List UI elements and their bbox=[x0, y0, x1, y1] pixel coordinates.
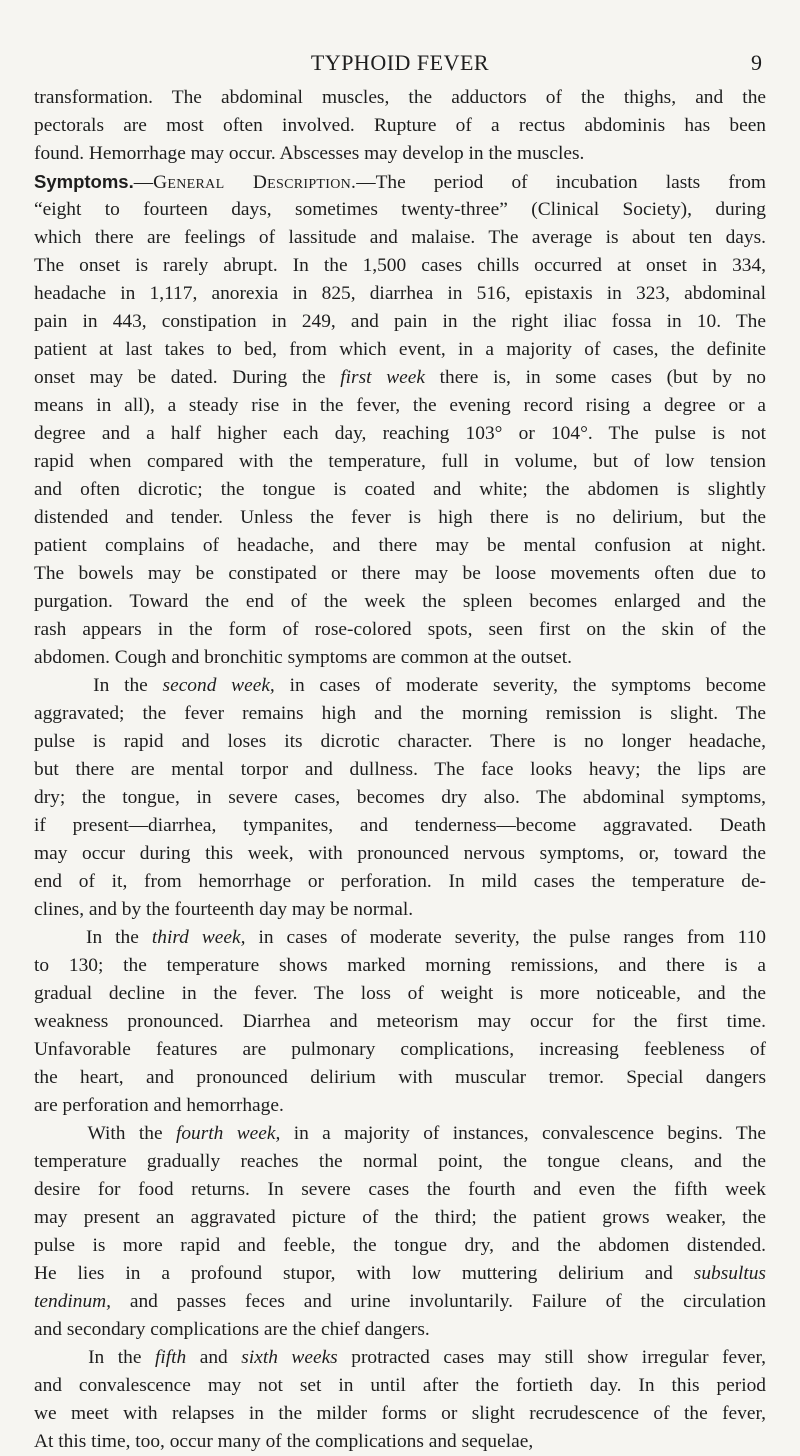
italic-term: third week, bbox=[151, 927, 246, 948]
body-text bbox=[34, 84, 766, 1456]
text-line: distended and tender. Unless the fever is high there is no delirium, but the bbox=[34, 507, 766, 528]
text-line bbox=[34, 168, 766, 196]
text-line: pain in 443, constipation in 249, and pain in the right iliac fossa in 10. The bbox=[34, 311, 766, 332]
text-span: in a majority of instances, convalescence begins. The bbox=[280, 1123, 766, 1144]
text-span: protracted cases may still show irregular fever, bbox=[337, 1347, 766, 1368]
text-line: The bowels may be constipated or there may be loose movements often due to bbox=[34, 563, 766, 584]
text-line bbox=[34, 1260, 766, 1288]
text-span: in cases of moderate severity, the symptoms become bbox=[274, 675, 766, 696]
text-line: and secondary complications are the chief dangers. bbox=[34, 1319, 430, 1340]
text-line: Unfavorable features are pulmonary complications, increasing feebleness of bbox=[34, 1039, 766, 1060]
text-line: pulse is more rapid and feeble, the tongue dry, and the abdomen distended. bbox=[34, 1235, 766, 1256]
text-line bbox=[34, 364, 766, 392]
dash: — bbox=[133, 172, 154, 193]
text-line: and often dicrotic; the tongue is coated and white; the abdomen is slightly bbox=[34, 479, 766, 500]
text-line: headache in 1,117, anorexia in 825, diarrhea in 516, epistaxis in 323, abdominal bbox=[34, 283, 766, 304]
text-line bbox=[34, 1288, 766, 1316]
text-line: rash appears in the form of rose-colored spots, seen first on the skin of the bbox=[34, 619, 766, 640]
text-line: At this time, too, occur many of the complications and sequelae, bbox=[34, 1431, 534, 1452]
text-span: In the bbox=[93, 675, 163, 696]
page-number: 9 bbox=[751, 50, 762, 75]
text-line: end of it, from hemorrhage or perforation. In mild cases the temperature de- bbox=[34, 871, 766, 892]
text-line bbox=[34, 672, 766, 700]
text-line: aggravated; the fever remains high and the morning remission is slight. The bbox=[34, 703, 766, 724]
text-line: degree and a half higher each day, reaching 103° or 104°. The pulse is not bbox=[34, 423, 766, 444]
text-line: “eight to fourteen days, sometimes twenty-three” (Clinical Society), during bbox=[34, 199, 766, 220]
text-line: transformation. The abdominal muscles, the adductors of the thighs, and the bbox=[34, 87, 766, 108]
text-span: With the bbox=[87, 1123, 176, 1144]
text-line: patient complains of headache, and there may be mental confusion at night. bbox=[34, 535, 766, 556]
text-line: to 130; the temperature shows marked morning remissions, and there is a bbox=[34, 955, 766, 976]
text-span: He lies in a profound stupor, with low muttering delirium and bbox=[34, 1263, 673, 1284]
text-line: patient at last takes to bed, from which event, in a majority of cases, the definite bbox=[34, 339, 766, 360]
text-span: onset may be dated. During the bbox=[34, 367, 341, 388]
text-line: desire for food returns. In severe cases the fourth and even the fifth week bbox=[34, 1179, 766, 1200]
text-line: pectorals are most often involved. Rupture of a rectus abdominis has been bbox=[34, 115, 766, 136]
italic-term: fourth week, bbox=[175, 1123, 281, 1144]
text-line bbox=[34, 1120, 766, 1148]
text-line: are perforation and hemorrhage. bbox=[34, 1095, 284, 1116]
text-line: if present—diarrhea, tympanites, and tenderness—become aggravated. Death bbox=[34, 815, 766, 836]
text-line: purgation. Toward the end of the week the spleen becomes enlarged and the bbox=[34, 591, 766, 612]
text-line: means in all), a steady rise in the fever, the evening record rising a degree or a bbox=[34, 395, 766, 416]
text-span: In the bbox=[86, 927, 152, 948]
italic-term: subsultus bbox=[693, 1263, 766, 1284]
section-heading: Symptoms. bbox=[34, 171, 134, 192]
text-line: we meet with relapses in the milder forms or slight recrudescence of the fever, bbox=[34, 1403, 766, 1424]
italic-term: sixth weeks bbox=[241, 1347, 338, 1368]
text-span: —The period of incubation lasts from bbox=[356, 172, 766, 193]
text-line: found. Hemorrhage may occur. Abscesses may develop in the muscles. bbox=[34, 143, 585, 164]
text-span: there is, in some cases (but by no bbox=[424, 367, 766, 388]
text-span: in cases of moderate severity, the pulse ranges from 110 bbox=[245, 927, 766, 948]
italic-term: tendinum, bbox=[34, 1291, 112, 1312]
text-line: weakness pronounced. Diarrhea and meteorism may occur for the first time. bbox=[34, 1011, 766, 1032]
subsection-heading: General Description. bbox=[153, 172, 357, 193]
running-title: TYPHOID FEVER bbox=[310, 50, 490, 75]
text-line: which there are feelings of lassitude and malaise. The average is about ten days. bbox=[34, 227, 766, 248]
text-line: The onset is rarely abrupt. In the 1,500 cases chills occurred at onset in 334, bbox=[34, 255, 766, 276]
text-line bbox=[34, 924, 766, 952]
text-line: temperature gradually reaches the normal point, the tongue cleans, and the bbox=[34, 1151, 766, 1172]
page-header bbox=[36, 50, 764, 82]
text-line: but there are mental torpor and dullness. The face looks heavy; the lips are bbox=[34, 759, 766, 780]
text-line: pulse is rapid and loses its dicrotic character. There is no longer headache, bbox=[34, 731, 766, 752]
text-line: the heart, and pronounced delirium with muscular tremor. Special dangers bbox=[34, 1067, 766, 1088]
text-line: abdomen. Cough and bronchitic symptoms are common at the outset. bbox=[34, 647, 572, 668]
text-line: and convalescence may not set in until after the fortieth day. In this period bbox=[34, 1375, 766, 1396]
text-line: may present an aggravated picture of the third; the patient grows weaker, the bbox=[34, 1207, 766, 1228]
text-line: rapid when compared with the temperature, full in volume, but of low tension bbox=[34, 451, 766, 472]
italic-term: second week, bbox=[162, 675, 275, 696]
text-line bbox=[34, 1344, 766, 1372]
italic-term: first week bbox=[340, 367, 425, 388]
text-span: and passes feces and urine involuntarily. Failure of the circulation bbox=[111, 1291, 766, 1312]
text-line: clines, and by the fourteenth day may be normal. bbox=[34, 899, 414, 920]
text-line: gradual decline in the fever. The loss of weight is more noticeable, and the bbox=[34, 983, 766, 1004]
text-span: In the bbox=[88, 1347, 155, 1368]
italic-term: fifth bbox=[154, 1347, 187, 1368]
text-line: may occur during this week, with pronounced nervous symptoms, or, toward the bbox=[34, 843, 766, 864]
text-span: and bbox=[186, 1347, 242, 1368]
text-line: dry; the tongue, in severe cases, becomes dry also. The abdominal symptoms, bbox=[34, 787, 766, 808]
